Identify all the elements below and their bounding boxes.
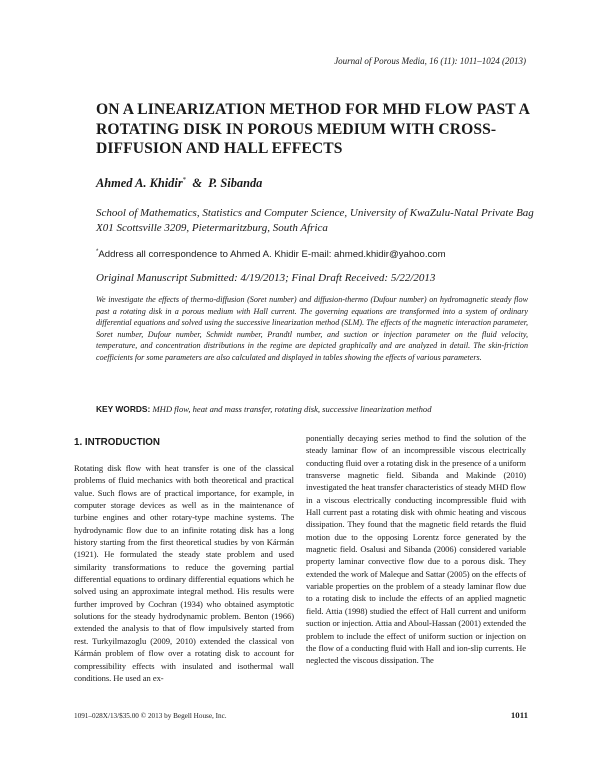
- author-second: P. Sibanda: [208, 176, 263, 191]
- correspondence-text: Address all correspondence to Ahmed A. Khidir E-mail: ahmed.khidir@yahoo.com: [98, 249, 446, 261]
- paragraph: Rotating disk flow with heat transfer is one of the classical problems of fluid mechanics with both theoretical and practical value. Such flows are of practical importance, for example, in computer storage devices as well as in the maintenance of turbine engines and other rotary-type machine systems. The hydrodynamic flow due to an infinite rotating disk has a long history starting from the first theoretical studies by von Kármán (1921). He formulated the steady state problem and used similarity transformations to reduce the governing partial differential equations to ordinary differential equations which he solved using an approximate integral method. His results were further improved by Cochran (1934) who obtained asymptotic solutions for the steady hydrodynamic problem. Benton (1966) extended the analysis to that of flow impulsively started from rest. Turkyilmazoglu (2009, 2010) extended the classical von Kármán problem of flow over a rotating disk to account for compressibility effects with insulated and isothermal wall conditions. He used an ex-: [74, 463, 294, 683]
- correspondence-note: [96, 249, 536, 260]
- author-first: Ahmed A. Khidir: [96, 176, 183, 191]
- keywords: [96, 404, 536, 414]
- affiliation: School of Mathematics, Statistics and Computer Science, University of KwaZulu-Natal Private Bag X01 Scottsville 3209, Pietermaritzburg, South Africa: [96, 207, 534, 234]
- abstract: We investigate the effects of thermo-diffusion (Soret number) and diffusion-thermo (Dufour number) on hydromagnetic steady flow past a rotating disk in a porous medium with Hall current. The governing equations are transformed into a system of ordinary differential equations and solved using the successive linearization method (SLM). The effects of the magnetic interaction parameter, Soret number, Dufour number, Schmidt number, Prandtl number, and suction or injection parameter on the fluid velocity, temperature, and concentration distributions in the regime are depicted graphically and are analyzed in detail. The skin-friction coefficients for some parameters are also calculated and displayed in tables showing the effects of various parameters.: [96, 295, 528, 362]
- manuscript-dates: Original Manuscript Submitted: 4/19/2013; Final Draft Received: 5/22/2013: [96, 272, 436, 284]
- body-column-left: [74, 462, 294, 684]
- journal-reference: Journal of Porous Media, 16 (11): 1011–1024 (2013): [334, 56, 526, 66]
- section-heading: 1. INTRODUCTION: [74, 437, 160, 448]
- body-column-right: [306, 432, 526, 667]
- keywords-label: KEY WORDS:: [96, 404, 151, 414]
- author-line: [96, 176, 262, 191]
- page-number: 1011: [510, 710, 528, 720]
- correspondence-mark: *: [96, 249, 99, 255]
- author-separator: &: [192, 176, 202, 191]
- paper-title: ON A LINEARIZATION METHOD FOR MHD FLOW PAST A ROTATING DISK IN POROUS MEDIUM WITH CROSS-DIFFUSION AND HALL EFFECTS: [96, 101, 530, 157]
- corresponding-mark: *: [182, 176, 187, 184]
- keywords-text: MHD flow, heat and mass transfer, rotating disk, successive linearization method: [152, 404, 432, 414]
- copyright-footer: 1091–028X/13/$35.00 © 2013 by Begell House, Inc.: [74, 712, 227, 720]
- paragraph: ponentially decaying series method to find the solution of the steady laminar flow of an incompressible viscous electrically conducting fluid over a rotating disk in the presence of a uniform transverse magnetic field. Sibanda and Makinde (2010) investigated the heat transfer characteristics of steady MHD flow in a viscous electrically conducting incompressible fluid with Hall current past a rotating disk with ohmic heating and viscous dissipation. They found that the magnetic field retards the fluid motion due to the opposing Lorentz force generated by the magnetic field. Osalusi and Sibanda (2006) considered variable property laminar convective flow due to a porous disk. They extended the work of Maleque and Sattar (2005) on the effects of variable properties on the problem of a steady laminar flow due to a rotating disk to include the effects of an applied magnetic field. Attia (1998) studied the effect of Hall current and uniform suction or injection. Attia and Aboul-Hassan (2001) extended the problem to include the effect of uniform suction or injection on the flow of a conducting fluid with Hall and ion-slip currents. He neglected the viscous dissipation. The: [306, 433, 526, 666]
